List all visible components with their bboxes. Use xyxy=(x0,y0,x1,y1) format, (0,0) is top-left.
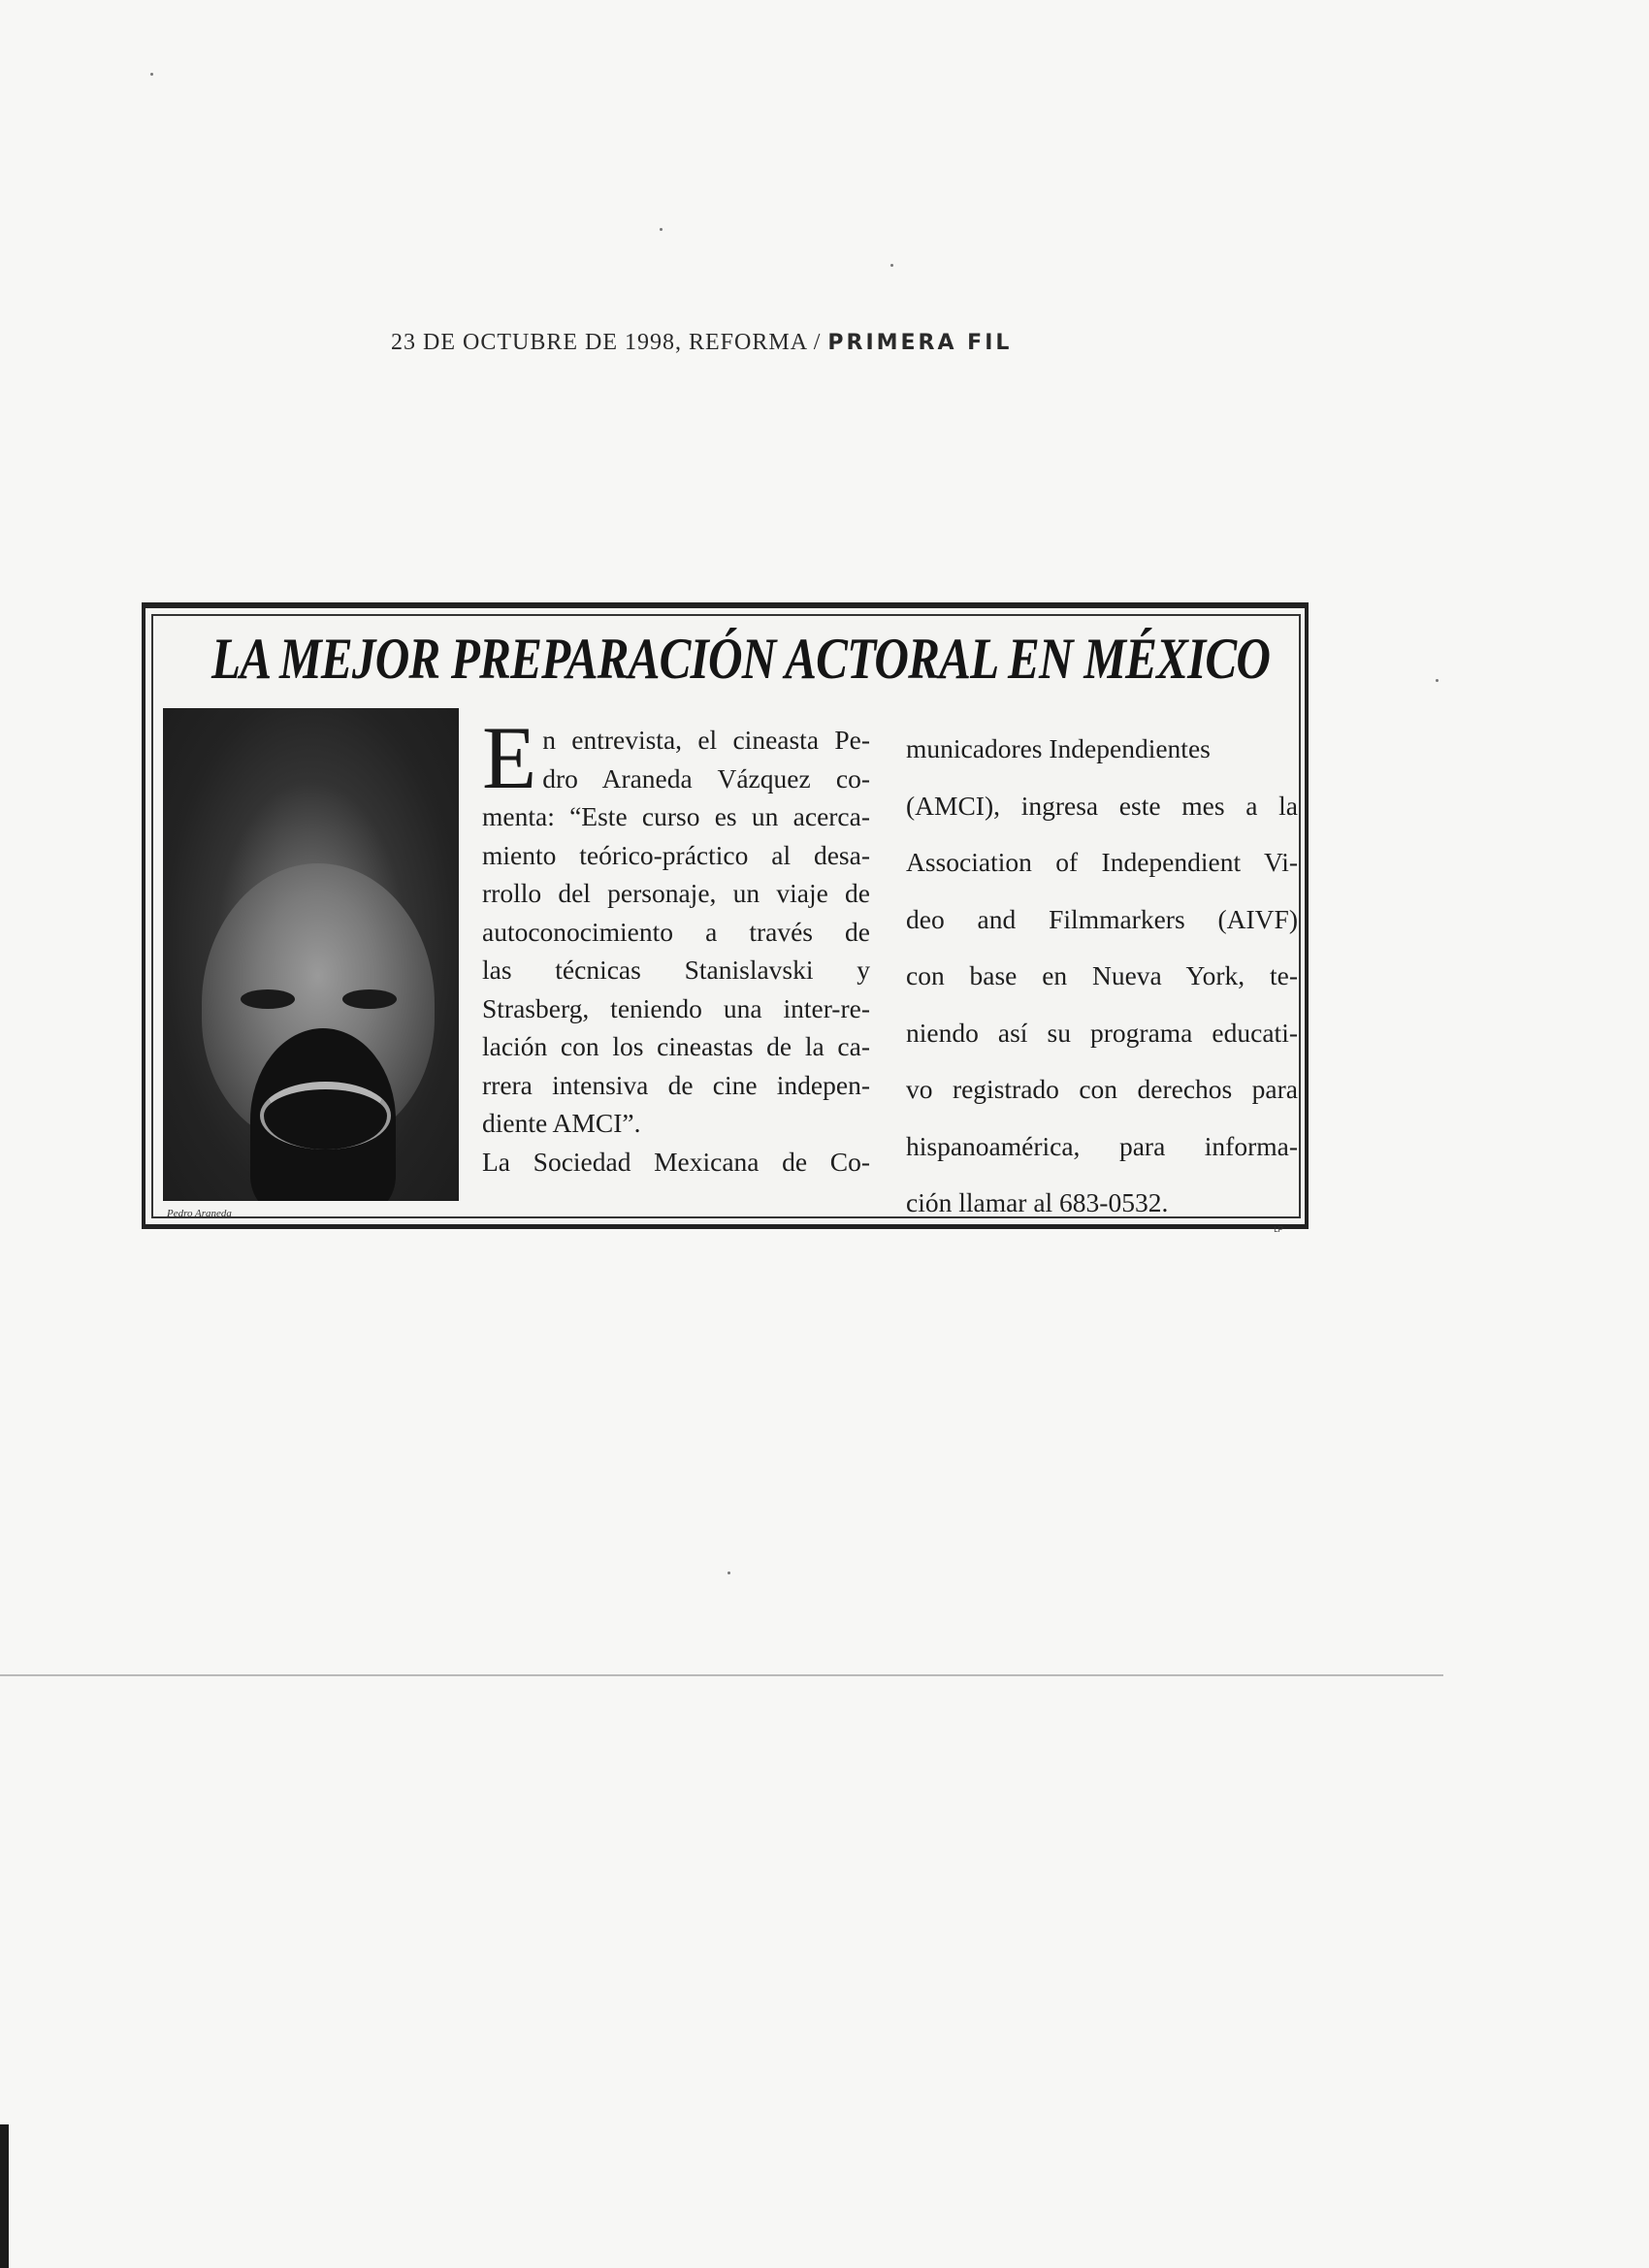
photo-eye-right xyxy=(342,989,397,1009)
article-headline: LA MEJOR PREPARACIÓN ACTORAL EN MÉXICO xyxy=(211,627,1271,691)
article-line: deo and Filmmarkers (AIVF) xyxy=(906,903,1298,934)
camera-lens-ring xyxy=(260,1082,391,1150)
scan-fold-line xyxy=(0,1674,1443,1676)
photo-eye-left xyxy=(241,989,295,1009)
clipping-inner-frame xyxy=(151,614,1301,1234)
scan-edge-shadow xyxy=(0,2124,9,2268)
scan-speck xyxy=(890,264,893,267)
article-line: hispanoamérica, para informa- xyxy=(906,1130,1298,1161)
article-line: diente AMCI”. xyxy=(482,1108,641,1138)
article-line: las técnicas Stanislavski y xyxy=(482,955,870,985)
article-line: lación con los cineastas de la ca- xyxy=(482,1031,870,1061)
article-line: municadores Independientes xyxy=(906,733,1211,763)
article-column-1 xyxy=(482,708,870,1181)
article-line: Association of Independient Vi- xyxy=(906,847,1298,877)
article-line: rrera intensiva de cine indepen- xyxy=(482,1069,870,1100)
article-line: miento teórico-práctico al desa- xyxy=(482,839,870,870)
dateline xyxy=(391,330,1089,356)
scan-speck xyxy=(728,1571,730,1574)
article-line: ción llamar al 683-0532. xyxy=(906,1187,1169,1217)
clipping-mark: LP xyxy=(1274,1225,1283,1234)
article-line: (AMCI), ingresa este mes a la xyxy=(906,790,1298,821)
newspaper-clipping xyxy=(142,602,1309,1234)
scan-speck xyxy=(1436,679,1439,682)
drop-cap: E xyxy=(482,708,537,807)
article-line: La Sociedad Mexicana de Co- xyxy=(482,1146,870,1177)
article-line: n entrevista, el cineasta Pe- xyxy=(542,725,870,755)
article-line: rrollo del personaje, un viaje de xyxy=(482,878,870,908)
scan-speck xyxy=(150,73,153,76)
article-line: con base en Nueva York, te- xyxy=(906,960,1298,990)
article-column-2 xyxy=(906,721,1298,1232)
dateline-section: PRIMERA FIL xyxy=(827,331,1013,355)
article-line: menta: “Este curso es un acerca- xyxy=(482,801,870,831)
scan-speck xyxy=(660,228,663,231)
article-line: autoconocimiento a través de xyxy=(482,916,870,947)
article-line: Strasberg, teniendo una inter-re- xyxy=(482,992,870,1023)
article-line: niendo así su programa educati- xyxy=(906,1017,1298,1048)
article-photo xyxy=(163,708,459,1201)
article-line: dro Araneda Vázquez co- xyxy=(542,762,870,794)
dateline-date-source: 23 DE OCTUBRE DE 1998, REFORMA / xyxy=(391,330,822,355)
photo-credit: Pedro Araneda xyxy=(167,1208,232,1219)
article-line: vo registrado con derechos para xyxy=(906,1074,1298,1104)
